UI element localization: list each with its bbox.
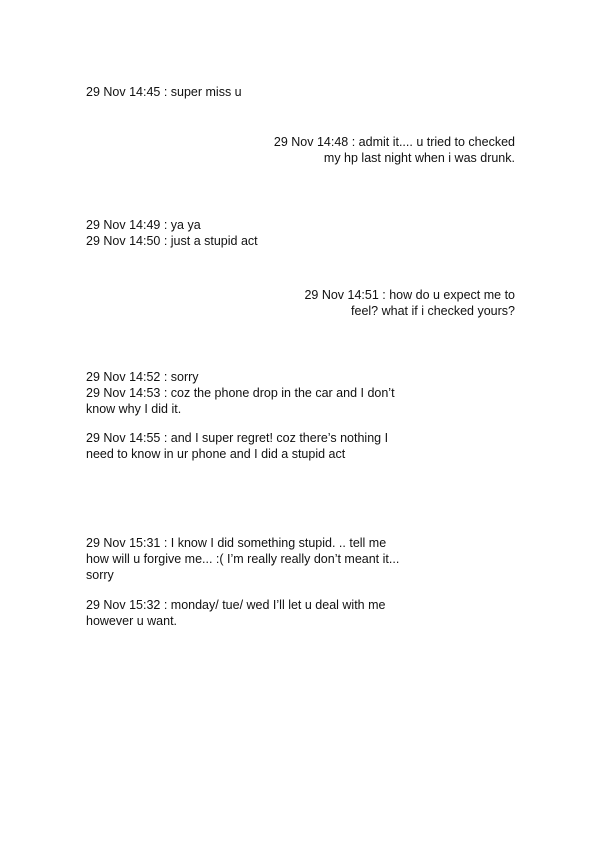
message-1429-1445 [86,84,242,100]
message-1448 [274,134,515,166]
message-line: 29 Nov 14:51 : how do u expect me to [304,288,515,302]
message-line: 29 Nov 14:45 : super miss u [86,85,242,99]
message-line: 29 Nov 14:49 : ya ya [86,218,201,232]
message-1532 [86,597,385,629]
message-1450 [86,233,258,249]
message-1453 [86,385,395,417]
message-line: 29 Nov 15:32 : monday/ tue/ wed I’ll let u deal with me [86,598,386,612]
message-1449 [86,217,201,233]
message-line: need to know in ur phone and I did a stupid act [86,447,346,461]
message-line: 29 Nov 15:31 : I know I did something stupid. .. tell me [86,536,387,550]
message-1531 [86,535,399,583]
message-1455 [86,430,388,462]
message-line: however u want. [86,614,178,628]
message-line: 29 Nov 14:52 : sorry [86,370,199,384]
message-line: 29 Nov 14:55 : and I super regret! coz there’s nothing I [86,431,389,445]
message-1452 [86,369,199,385]
message-line: 29 Nov 14:53 : coz the phone drop in the car and I don’t [86,386,395,400]
message-line: how will u forgive me... :( I’m really really don’t meant it... [86,552,400,566]
message-line: sorry [86,568,114,582]
message-line: know why I did it. [86,402,182,416]
message-1451 [304,287,515,319]
message-line: 29 Nov 14:50 : just a stupid act [86,234,258,248]
message-line: 29 Nov 14:48 : admit it.... u tried to checked [273,135,515,149]
message-line: my hp last night when i was drunk. [323,151,515,165]
message-line: feel? what if i checked yours? [351,304,515,318]
